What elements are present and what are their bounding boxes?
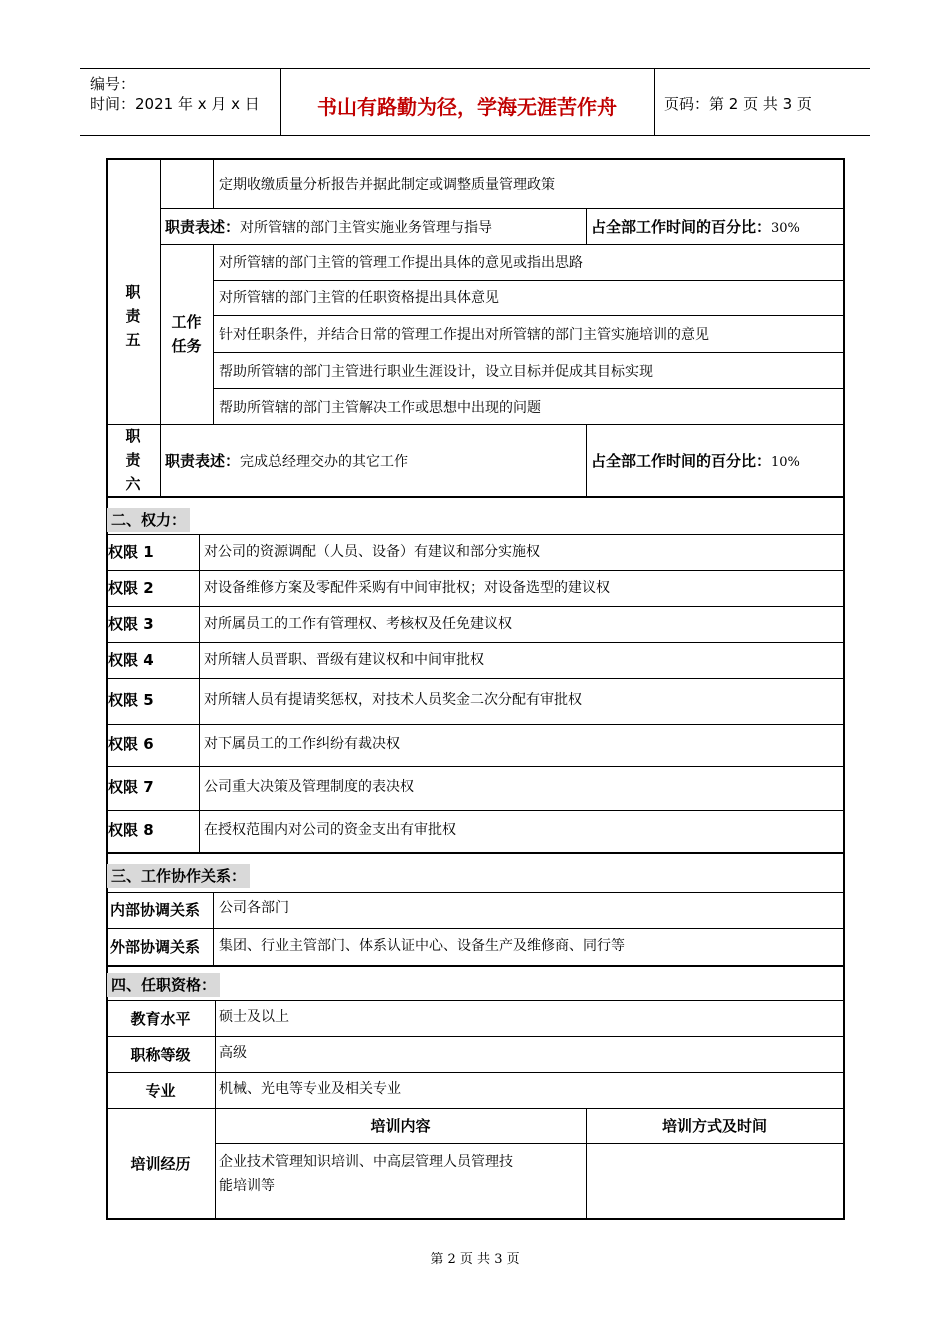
power-text: 对所属员工的工作有管理权、考核权及任免建议权 — [204, 616, 512, 632]
duty5-title-char: 责 — [125, 307, 141, 325]
power-text: 对设备维修方案及零配件采购有中间审批权；对设备选型的建议权 — [204, 580, 610, 596]
power-label: 权限 1 — [108, 543, 154, 561]
page-footer: 第 2 页 共 3 页 — [430, 1252, 520, 1267]
power-label: 权限 6 — [108, 735, 154, 753]
time-label: 时间：2021 年 x 月 x 日 — [90, 95, 260, 113]
duty4-last-task: 定期收缴质量分析报告并据此制定或调整质量管理政策 — [219, 177, 555, 193]
major-value: 机械、光电等专业及相关专业 — [219, 1081, 401, 1097]
power-text: 对所辖人员有提请奖惩权，对技术人员奖金二次分配有审批权 — [204, 692, 582, 708]
duty5-desc: 对所管辖的部门主管实施业务管理与指导 — [240, 220, 493, 236]
major-label: 专业 — [145, 1081, 176, 1100]
power-label: 权限 4 — [108, 651, 154, 669]
tasks-label-line: 任务 — [171, 337, 202, 355]
page-number-label: 页码：第 2 页 共 3 页 — [664, 95, 812, 113]
power-label: 权限 7 — [108, 778, 154, 796]
training-content-line: 企业技术管理知识培训、中高层管理人员管理技 — [219, 1154, 513, 1170]
power-label: 权限 8 — [108, 821, 154, 839]
motto: 书山有路勤为径，学海无涯苦作舟 — [317, 95, 617, 119]
training-content — [219, 1150, 513, 1198]
duty5-task: 对所管辖的部门主管的任职资格提出具体意见 — [219, 290, 499, 306]
power-label: 权限 5 — [108, 691, 154, 709]
power-text: 对下属员工的工作纠纷有裁决权 — [204, 736, 400, 752]
training-content-line: 能培训等 — [219, 1178, 275, 1194]
power-text: 对公司的资源调配（人员、设备）有建议和部分实施权 — [204, 544, 540, 560]
training-label: 培训经历 — [130, 1154, 191, 1173]
duty5-title-char: 五 — [125, 331, 141, 349]
duty5-task: 帮助所管辖的部门主管解决工作或思想中出现的问题 — [219, 400, 541, 416]
duty6-title-char: 六 — [125, 475, 141, 493]
internal-value: 公司各部门 — [219, 900, 289, 916]
duty5-pct-label: 占全部工作时间的百分比： — [591, 218, 772, 236]
duty5-title-char: 职 — [125, 283, 141, 301]
training-content-header: 培训内容 — [370, 1117, 431, 1135]
power-label: 权限 2 — [108, 579, 154, 597]
tasks-label-line: 工作 — [171, 313, 202, 331]
power-text: 对所辖人员晋职、晋级有建议权和中间审批权 — [204, 652, 484, 668]
page-header — [80, 68, 870, 136]
duty6-pct-label: 占全部工作时间的百分比： — [591, 452, 772, 470]
duty5-task: 针对任职条件，并结合日常的管理工作提出对所管辖的部门主管实施培训的意见 — [219, 327, 709, 343]
duty5-task: 对所管辖的部门主管的管理工作提出具体的意见或指出思路 — [219, 255, 583, 271]
duty6-title-char: 责 — [125, 451, 141, 469]
code-label: 编号： — [90, 75, 136, 93]
qualification-heading: 四、任职资格： — [107, 973, 220, 997]
duty6-desc-label: 职责表述： — [165, 452, 241, 470]
internal-label: 内部协调关系 — [110, 901, 201, 919]
training-method-header: 培训方式及时间 — [661, 1117, 767, 1135]
power-label: 权限 3 — [108, 615, 154, 633]
title-label: 职称等级 — [130, 1045, 191, 1064]
duty5-desc-label: 职责表述： — [165, 218, 241, 236]
education-value: 硕士及以上 — [219, 1009, 289, 1025]
duty5-tasks-label — [160, 244, 213, 424]
duty6-title-char: 职 — [125, 427, 141, 445]
powers-heading: 二、权力： — [107, 508, 190, 532]
header-page-cell — [654, 69, 870, 135]
duty6-desc: 完成总经理交办的其它工作 — [240, 454, 409, 470]
power-text: 在授权范围内对公司的资金支出有审批权 — [204, 822, 456, 838]
duty6-title — [106, 424, 160, 496]
duty5-pct: 30% — [771, 221, 800, 236]
power-text: 公司重大决策及管理制度的表决权 — [204, 779, 414, 795]
duty5-task: 帮助所管辖的部门主管进行职业生涯设计，设立目标并促成其目标实现 — [219, 364, 653, 380]
duty5-desc-row — [165, 218, 492, 237]
external-label: 外部协调关系 — [110, 938, 201, 956]
external-value: 集团、行业主管部门、体系认证中心、设备生产及维修商、同行等 — [219, 938, 625, 954]
title-value: 高级 — [219, 1045, 247, 1061]
header-motto-cell — [280, 69, 655, 135]
education-label: 教育水平 — [130, 1009, 191, 1028]
duty6-pct-row — [591, 452, 800, 472]
duty5-title — [106, 208, 160, 424]
cooperation-heading: 三、工作协作关系： — [107, 864, 250, 888]
duty5-pct-row — [591, 218, 800, 238]
duty6-pct: 10% — [771, 455, 800, 470]
header-meta — [80, 69, 281, 135]
duty6-desc-row — [165, 452, 408, 471]
